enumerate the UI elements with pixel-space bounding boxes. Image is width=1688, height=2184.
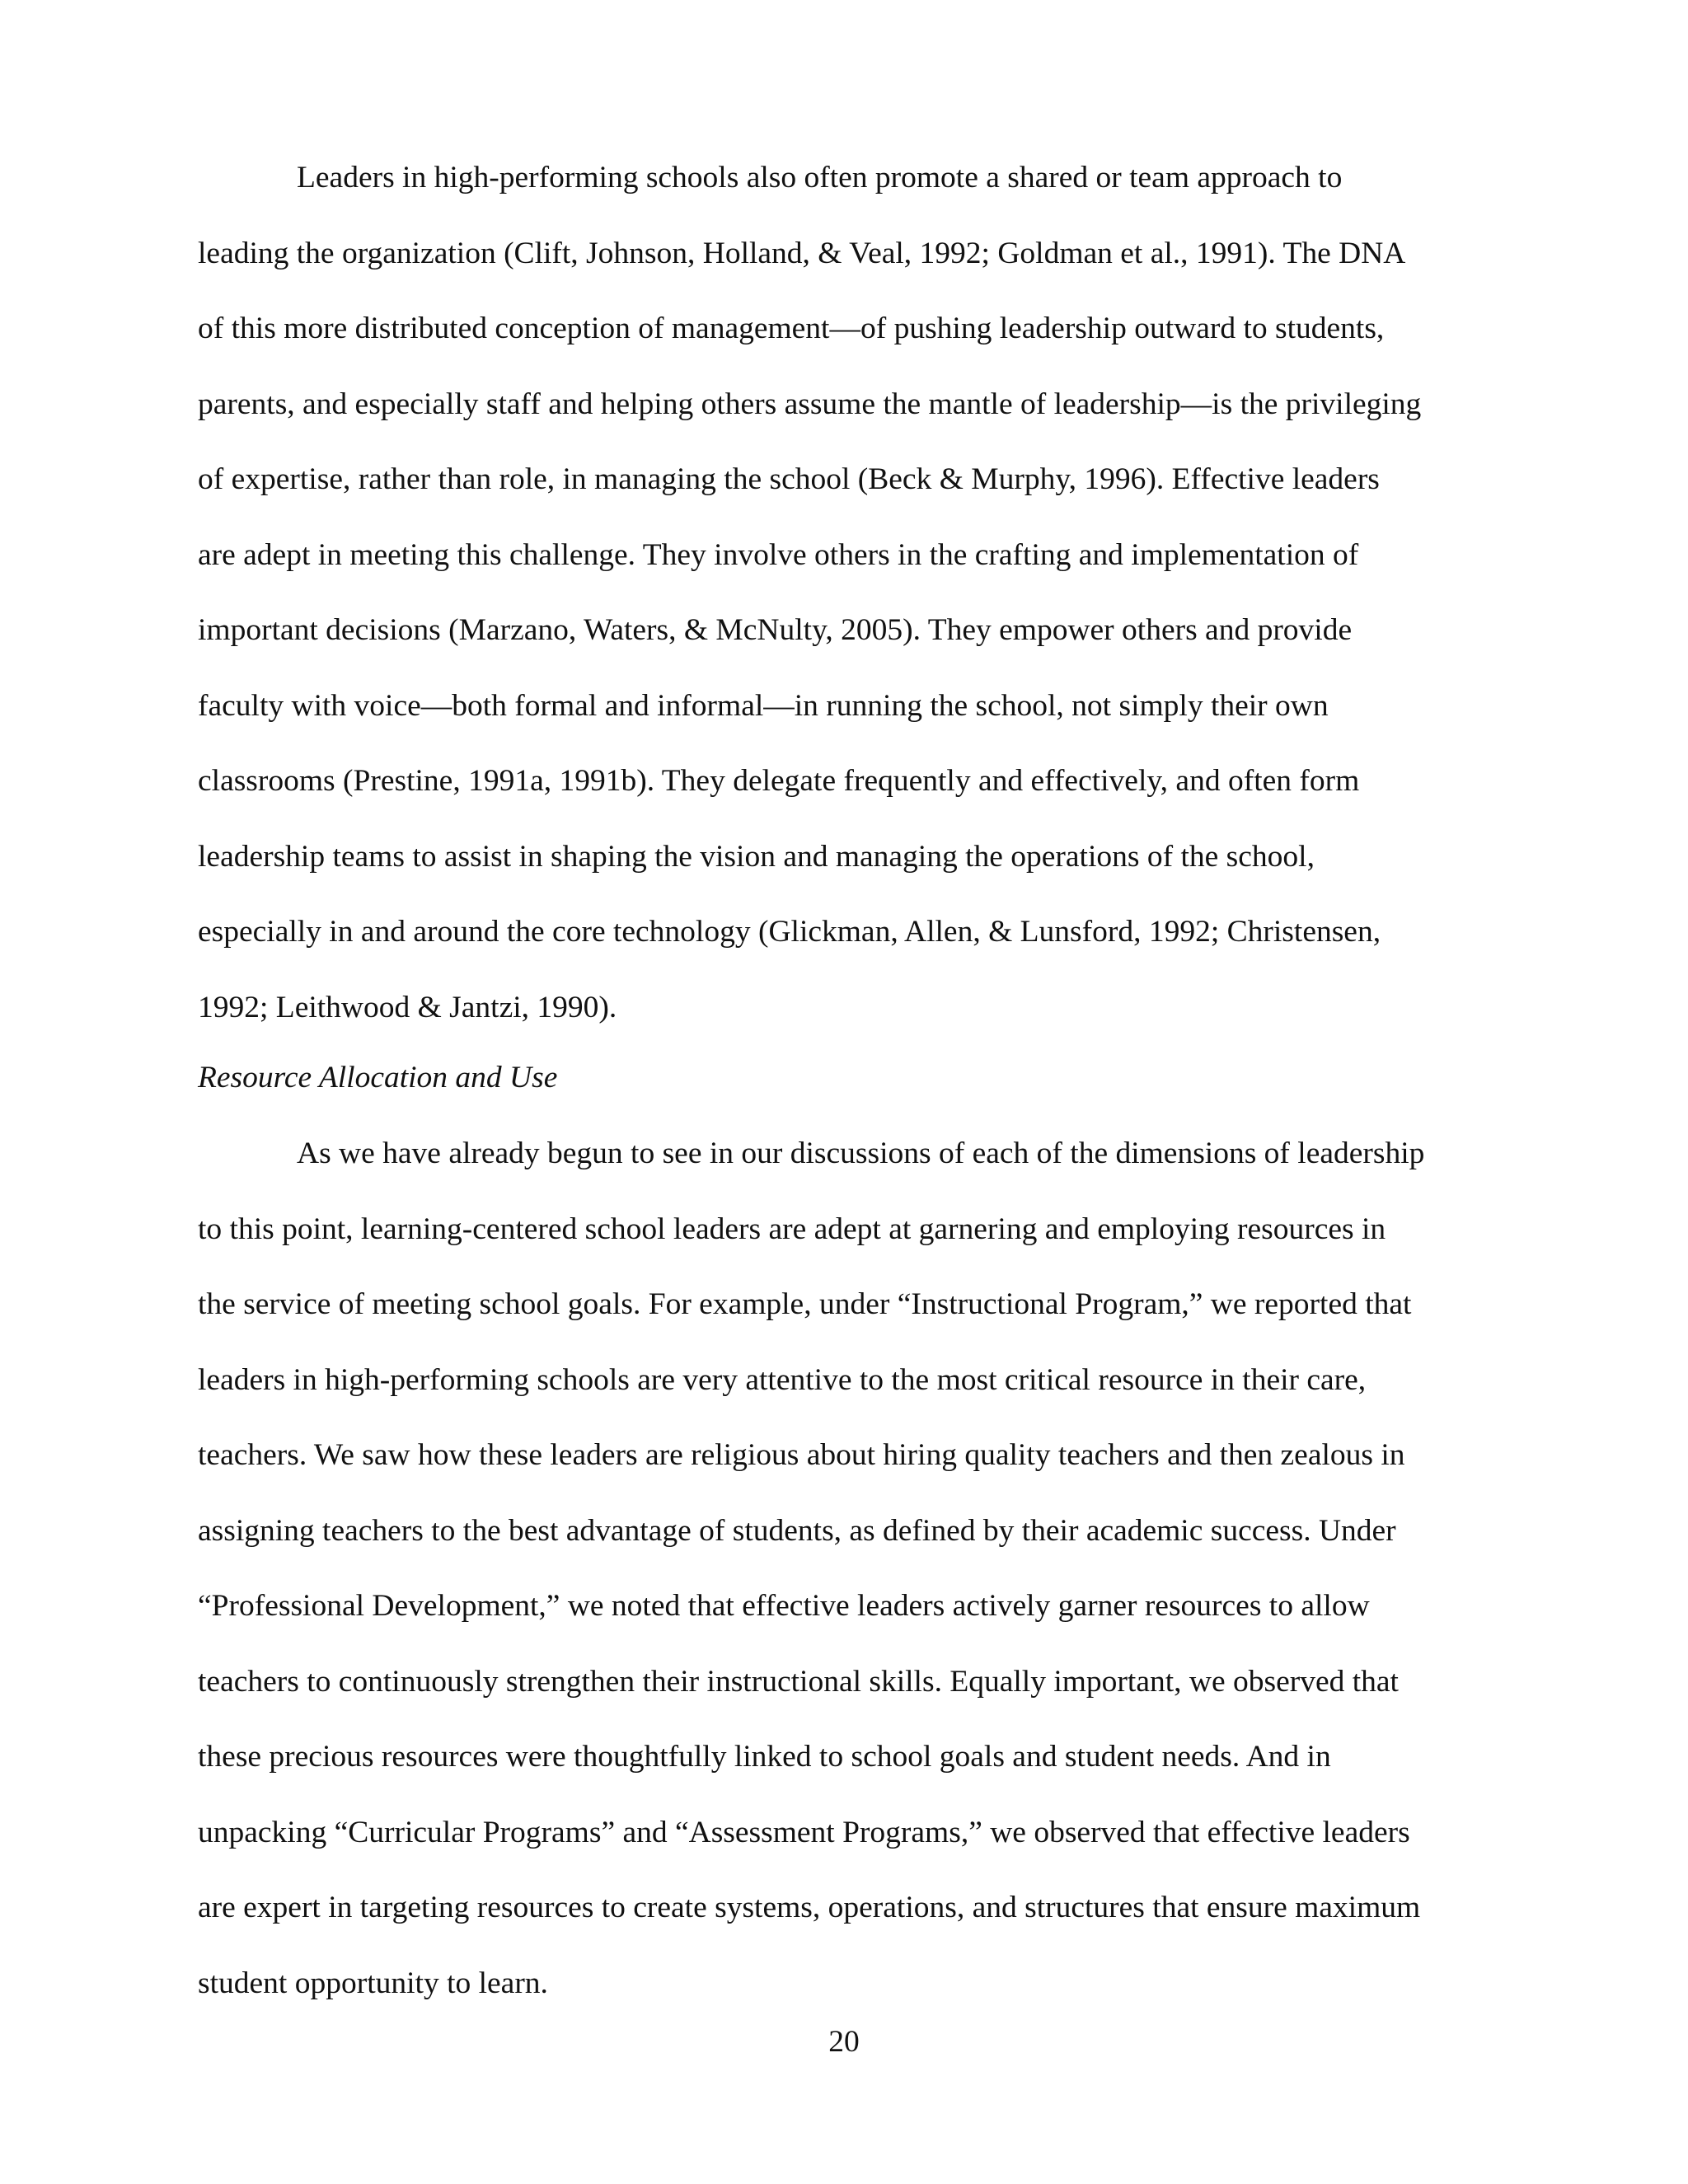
paragraph-line: 1992; Leithwood & Jantzi, 1990). bbox=[198, 990, 617, 1024]
paragraph-line: leaders in high-performing schools are very attentive to the most critical resource in their care, bbox=[198, 1362, 1367, 1397]
paragraph-line: faculty with voice—both formal and informal—in running the school, not simply their own bbox=[198, 688, 1329, 723]
paragraph-line: especially in and around the core technology (Glickman, Allen, & Lunsford, 1992; Christensen, bbox=[198, 915, 1381, 949]
page-number: 20 bbox=[828, 2025, 860, 2059]
paragraph-line: Leaders in high-performing schools also often promote a shared or team approach to bbox=[297, 161, 1343, 194]
paragraph-line: these precious resources were thoughtfully linked to school goals and student needs. And in bbox=[198, 1740, 1331, 1774]
paragraph-line: of this more distributed conception of management—of pushing leadership outward to students, bbox=[198, 312, 1385, 345]
paragraph-line: classrooms (Prestine, 1991a, 1991b). They delegate frequently and effectively, and often form bbox=[198, 764, 1360, 798]
paragraph-line: assigning teachers to the best advantage of students, as defined by their academic success. Under bbox=[198, 1513, 1396, 1548]
paragraph-line: teachers to continuously strengthen their instructional skills. Equally important, we observed that bbox=[198, 1664, 1399, 1699]
paragraph-line: leadership teams to assist in shaping the vision and managing the operations of the school, bbox=[198, 839, 1315, 874]
paragraph-line: are adept in meeting this challenge. They involve others in the crafting and implementation of bbox=[198, 537, 1359, 572]
paragraph-line: teachers. We saw how these leaders are religious about hiring quality teachers and then zealous in bbox=[198, 1438, 1405, 1472]
paragraph-line: “Professional Development,” we noted that effective leaders actively garner resources to allow bbox=[198, 1589, 1370, 1623]
paragraph-line: are expert in targeting resources to create systems, operations, and structures that ensure maximum bbox=[198, 1891, 1421, 1924]
paragraph-line: parents, and especially staff and helping others assume the mantle of leadership—is the privileging bbox=[198, 387, 1422, 421]
paragraph-resource-allocation bbox=[198, 1116, 1492, 2021]
paragraph-line: leading the organization (Clift, Johnson, Holland, & Veal, 1992; Goldman et al., 1991). The DNA bbox=[198, 236, 1406, 270]
paragraph-line: important decisions (Marzano, Waters, & McNulty, 2005). They empower others and provide bbox=[198, 613, 1353, 647]
paragraph-line: of expertise, rather than role, in managing the school (Beck & Murphy, 1996). Effective leaders bbox=[198, 462, 1380, 496]
paragraph-line: unpacking “Curricular Programs” and “Assessment Programs,” we observed that effective leaders bbox=[198, 1815, 1410, 1849]
section-heading: Resource Allocation and Use bbox=[198, 1061, 558, 1094]
paragraph-line: student opportunity to learn. bbox=[198, 1966, 548, 2000]
paragraph-line: to this point, learning-centered school leaders are adept at garnering and employing resources in bbox=[198, 1212, 1386, 1246]
paragraph-line: As we have already begun to see in our discussions of each of the dimensions of leadership bbox=[297, 1137, 1425, 1170]
paragraph-line: the service of meeting school goals. For example, under “Instructional Program,” we reported that bbox=[198, 1287, 1412, 1321]
paragraph-team-leadership bbox=[198, 140, 1492, 1045]
